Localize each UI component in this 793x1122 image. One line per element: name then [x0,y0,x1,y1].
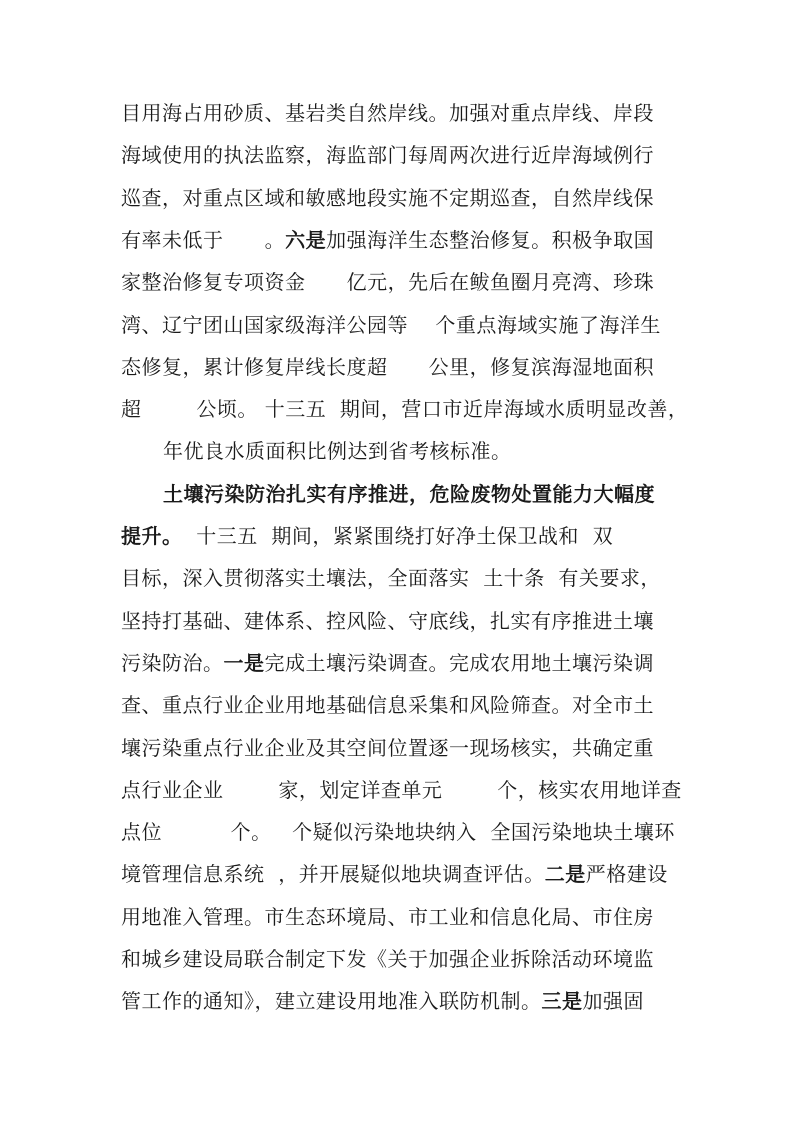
text-line [121,604,681,638]
text-line [121,350,681,384]
text-segment: 有率未低于 。 [121,227,286,252]
text-segment: 点行业企业 家，划定详查单元 个，核实农用地详查 [121,777,682,802]
text-line [121,96,681,130]
text-segment: 管工作的通知》，建立建设用地准入联防机制。 [121,989,542,1014]
text-segment: 超 公顷。 十三五 期间，营口市近岸海域水质明显改善， [121,397,689,422]
text-line [121,900,681,934]
text-line [163,477,723,511]
text-line [121,731,681,765]
text-segment: 目标，深入贯彻落实土壤法，全面落实 土十条 有关要求， [121,566,661,591]
bold-text-segment: 一是 [223,650,265,675]
text-segment: 加强海洋生态整治修复。积极争取国 [326,227,655,252]
text-segment: 态修复，累计修复岸线长度超 公里，修复滨海湿地面积 [121,354,655,379]
text-line [121,688,681,722]
text-segment: 用地准入管理。市生态环境局、市工业和信息化局、市住房 [121,904,654,929]
text-segment: 查、重点行业企业用地基础信息采集和风险筛查。对全市土 [121,693,654,718]
text-line [121,815,681,849]
text-line [121,181,681,215]
text-segment: 年优良水质面积比例达到省考核标准。 [163,439,512,464]
text-line [121,519,681,553]
text-line [121,984,681,1018]
text-line [121,857,681,891]
text-segment: 严格建设 [585,862,668,887]
bold-text-segment: 二是 [544,862,586,887]
text-segment: 完成土壤污染调查。完成农用地土壤污染调 [264,650,654,675]
text-line [121,773,681,807]
text-segment: 湾、辽宁团山国家级海洋公园等 个重点海域实施了海洋生 [121,312,661,337]
text-line [163,434,723,468]
text-segment: 污染防治。 [121,650,224,675]
text-line [121,646,681,680]
text-segment: 目用海占用砂质、基岩类自然岸线。加强对重点岸线、岸段 [121,101,654,125]
text-segment: 境管理信息系统 ，并开展疑似地块调查评估。 [121,862,545,887]
text-line [121,392,689,426]
text-segment: 和城乡建设局联合制定下发《关于加强企业拆除活动环境监 [121,947,654,971]
text-segment: 壤污染重点行业企业及其空间位置逐一现场核实，共确定重 [121,735,654,760]
text-segment: 加强固 [582,989,644,1014]
text-segment: 家整治修复专项资金 亿元，先后在鲅鱼圈月亮湾、珍珠 [121,270,655,295]
bold-text-segment: 土壤污染防治扎实有序推进，危险废物处置能力大幅度 [163,481,655,506]
bold-text-segment: 提升。 [121,524,183,548]
text-line [121,265,681,299]
text-segment: 巡查，对重点区域和敏感地段实施不定期巡查，自然岸线保 [121,185,654,210]
bold-text-segment: 三是 [541,989,583,1014]
text-line [121,138,681,172]
bold-text-segment: 六是 [285,227,327,252]
text-line [121,561,681,595]
text-segment: 坚持打基础、建体系、控风险、守底线，扎实有序推进土壤 [121,608,654,633]
text-segment: 十三五 期间，紧紧围绕打好净土保卫战和 双 [182,524,614,548]
text-segment: 海域使用的执法监察，海监部门每周两次进行近岸海域例行 [121,143,654,168]
text-line [121,942,681,976]
text-segment: 点位 个。 个疑似污染地块纳入 全国污染地块土壤环 [121,820,675,845]
text-line [121,223,681,257]
text-line [121,308,681,342]
